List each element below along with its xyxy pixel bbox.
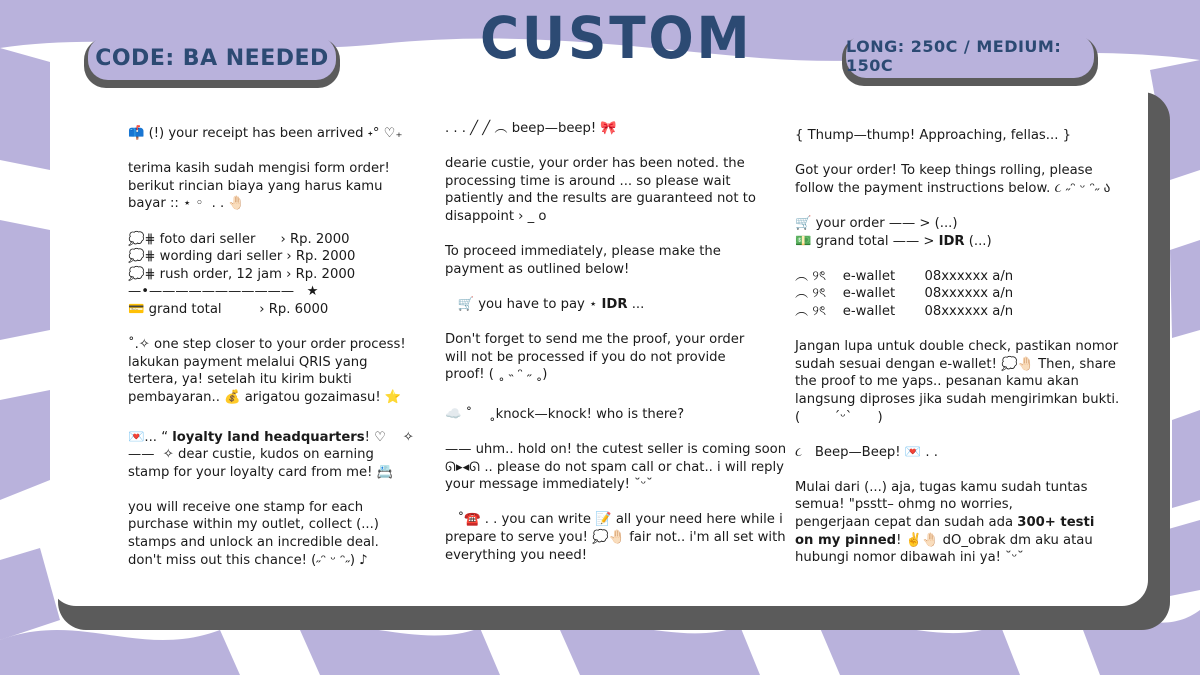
pay-prefix: 🛒 you have to pay ⋆ <box>445 296 602 312</box>
proceed-line: payment as outlined below! <box>445 261 630 277</box>
loyalty-heading <box>128 429 418 447</box>
loyalty-line: stamp for your loyalty card from me! 📇 <box>128 464 393 480</box>
write-line: prepare to serve you! 💭🤚🏻 fair not.. i'm all set with <box>445 530 786 546</box>
code-tab <box>88 36 336 80</box>
check-line: the proof to me yaps.. pesanan kamu akan <box>795 374 1079 390</box>
grand-total: 💳 grand total › Rp. 6000 <box>128 301 329 317</box>
stamp-line: don't miss out this chance! (˶ᵔ ᵕ ᵔ˶) ♪ <box>128 552 368 568</box>
stamp-line: stamps and unlock an incredible deal. <box>128 535 379 551</box>
thanks-line: bayar :: ⋆ ◦ . . 🤚🏻 <box>128 196 245 212</box>
stamp-line: you will receive one stamp for each <box>128 499 364 515</box>
write-line: everything you need! <box>445 547 588 563</box>
loyalty-suffix: ! ♡ ✧ <box>364 429 414 445</box>
note-line: patiently and the results are guaranteed not to <box>445 191 756 207</box>
thanks-line: terima kasih sudah mengisi form order! <box>128 161 390 177</box>
grand-prefix: 💵 grand total —— > <box>795 233 939 249</box>
fee-item: 💭⋕ wording dari seller › Rp. 2000 <box>128 249 356 265</box>
step-line: lakukan payment melalui QRIS yang <box>128 354 368 370</box>
pay-line <box>445 296 775 314</box>
fee-item: 💭⋕ rush order, 12 jam › Rp. 2000 <box>128 266 356 282</box>
knock-heading: ☁️ ˚ ˳knock—knock! who is there? <box>445 406 685 422</box>
pay-currency: IDR <box>601 296 628 312</box>
loyalty-title: loyalty land headquarters <box>172 429 365 445</box>
testi-count: 300+ testi <box>1017 515 1095 531</box>
beep-heading: . . . ╱ ╱ ︵ beep—beep! 🎀 <box>445 121 617 136</box>
ewallet-item: ︵ ୨ৎ e-wallet 08xxxxxx a/n <box>795 303 1014 319</box>
column-payment <box>795 127 1120 567</box>
code-label: CODE: BA NEEDED <box>95 45 329 71</box>
grand-suffix: (...) <box>964 233 992 249</box>
done-text: ! ✌️🤚🏻 dO_obrak dm aku atau <box>896 532 1093 548</box>
price-tab <box>846 34 1094 78</box>
hold-line: your message immediately! ˘ᵕ˘ <box>445 477 653 493</box>
ewallet-item: ︵ ୨ৎ e-wallet 08xxxxxx a/n <box>795 286 1014 302</box>
fee-divider: —•——————————— ★ <box>128 284 319 300</box>
hold-line: ᘏ▸◂ᘏ .. please do not spam call or chat.. i will reply <box>445 459 784 475</box>
step-line: ˚.✧ one step closer to your order process! <box>128 337 406 353</box>
note-line: processing time is around ... so please wait <box>445 173 731 189</box>
done-line: Mulai dari (...) aja, tugas kamu sudah tuntas <box>795 479 1088 495</box>
step-line: tertera, ya! setelah itu kirim bukti <box>128 372 352 388</box>
done-text: pengerjaan cepat dan sudah ada <box>795 515 1018 531</box>
proof-line: proof! ( ˳ ˵ ᵔ ˶ ˳) <box>445 367 548 383</box>
price-label: LONG: 250C / MEDIUM: 150C <box>846 37 1062 75</box>
order-total: 🛒 your order —— > (...) <box>795 215 958 231</box>
check-line: ( ´ᵕ` ) <box>795 409 883 425</box>
pay-suffix: ... <box>627 296 645 312</box>
hold-line: —— uhm.. hold on! the cutest seller is coming soon <box>445 442 787 458</box>
done-line: hubungi nomor dibawah ini ya! ˘ᵕ˘ <box>795 550 1024 566</box>
thanks-line: berikut rincian biaya yang harus kamu <box>128 178 383 194</box>
write-line: ˚☎️ . . you can write 📝 all your need here while i <box>445 512 783 528</box>
check-line: sudah sesuai dengan e-wallet! 💭🤚🏻 Then, share <box>795 356 1116 372</box>
proof-line: Don't forget to send me the proof, your order <box>445 332 745 348</box>
fee-item: 💭⋕ foto dari seller › Rp. 2000 <box>128 231 350 247</box>
receipt-heading: 📫 (!) your receipt has been arrived ˖° ♡₊ <box>128 126 403 141</box>
got-line: Got your order! To keep things rolling, please <box>795 163 1093 179</box>
done-line <box>795 514 1115 532</box>
ewallet-item: ︵ ୨ৎ e-wallet 08xxxxxx a/n <box>795 268 1014 284</box>
thump-heading: { Thump—thump! Approaching, fellas... } <box>795 128 1071 143</box>
proceed-line: To proceed immediately, please make the <box>445 244 721 260</box>
done-line: semua! "psstt– ohmg no worries, <box>795 497 1013 513</box>
got-line: follow the payment instructions below. ૮ ˶ᵔ ᵕ ᵔ˶ ა <box>795 180 1111 196</box>
page-title: CUSTOM <box>480 4 753 72</box>
column-order-noted <box>445 120 787 564</box>
pinned-label: on my pinned <box>795 532 897 548</box>
proof-line: will not be processed if you do not provide <box>445 349 726 365</box>
grand-total-idr <box>795 233 1115 251</box>
check-line: Jangan lupa untuk double check, pastikan nomor <box>795 339 1119 355</box>
column-receipt <box>128 125 418 569</box>
loyalty-line: —— ✧ dear custie, kudos on earning <box>128 447 374 463</box>
loyalty-prefix: 💌... “ <box>128 429 173 445</box>
beep2-heading: ૮ Beep—Beep! 💌 . . <box>795 444 938 460</box>
grand-currency: IDR <box>938 233 965 249</box>
check-line: langsung diproses jika sudah mengirimkan bukti. <box>795 391 1120 407</box>
note-line: dearie custie, your order has been noted. the <box>445 156 745 172</box>
step-line: pembayaran.. 💰 arigatou gozaimasu! ⭐ <box>128 389 402 405</box>
note-line: disappoint › _ o <box>445 208 547 224</box>
stamp-line: purchase within my outlet, collect (...) <box>128 517 379 533</box>
done-line <box>795 532 1115 550</box>
